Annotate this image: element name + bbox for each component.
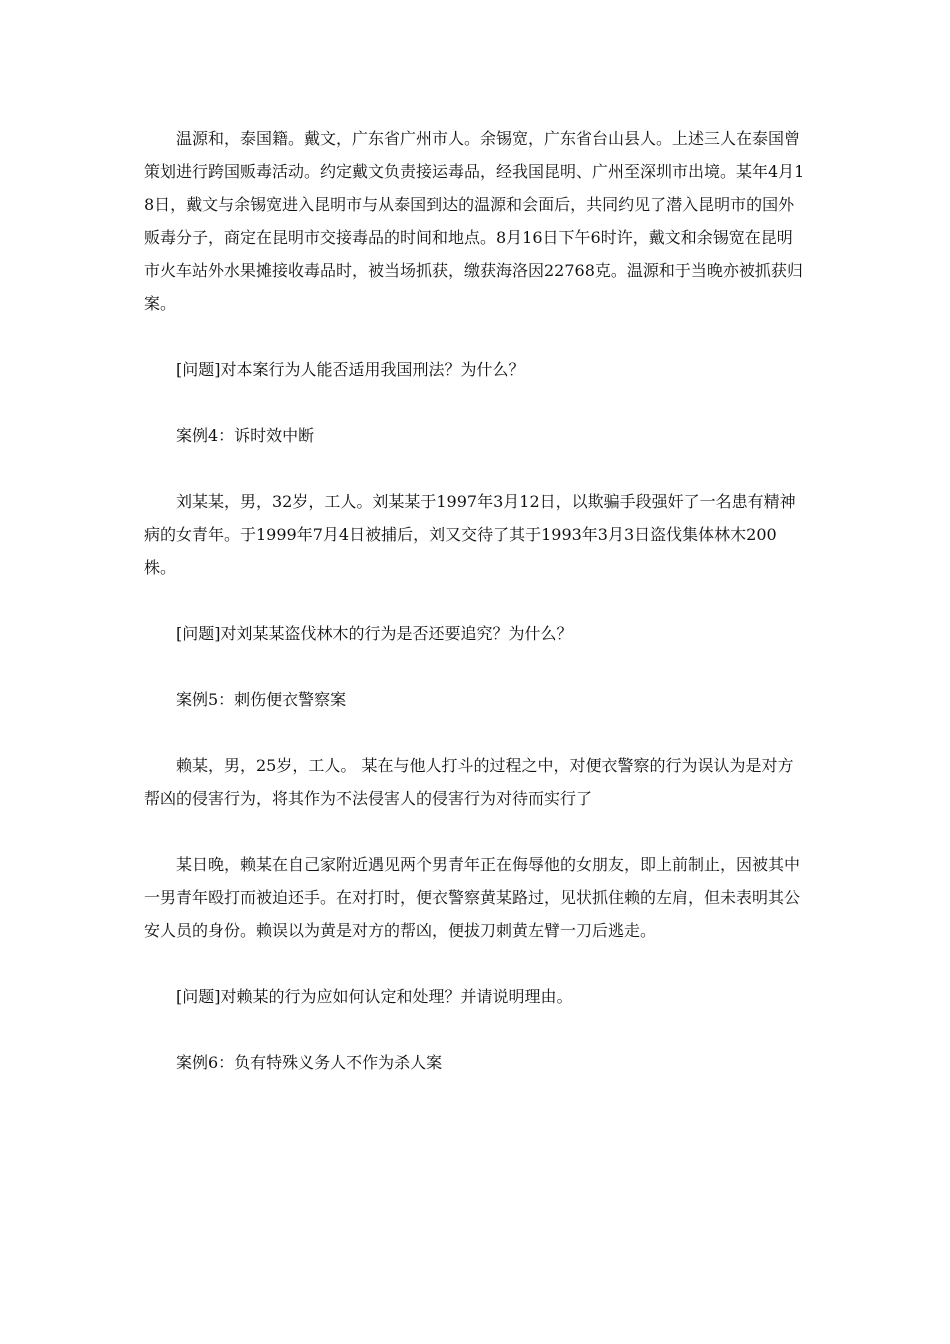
case-5-heading: 案例5：刺伤便衣警察案 [176,690,347,709]
document-body [144,122,808,1079]
paragraph-spacer [144,815,808,848]
paragraph-spacer [144,947,808,980]
question-case-5: [问题]对赖某的行为应如何认定和处理？并请说明理由。 [176,987,573,1006]
case-4-facts-paragraph: 刘某某，男，32岁，工人。刘某某于1997年3月12日，以欺骗手段强奸了一名患有精神病的女青年。于1999年7月4日被捕后，刘又交待了其于1993年3月3日盗伐集体林木200株。 [144,492,796,577]
case-6-heading: 案例6：负有特殊义务人不作为杀人案 [176,1053,443,1072]
case-4-heading: 案例4：诉时效中断 [176,426,315,445]
question-jurisdiction: [问题]对本案行为人能否适用我国刑法？为什么？ [176,360,525,379]
case-paragraph-cross-border-drug-trafficking: 温源和，泰国籍。戴文，广东省广州市人。余锡宽，广东省台山县人。上述三人在泰国曾策划进行跨国贩毒活动。约定戴文负责接运毒品，经我国昆明、广州至深圳市出境。某年4月18日，戴文与余锡宽进入昆明市与从泰国到达的温源和会面后，共同约见了潜入昆明市的国外贩毒分子，商定在昆明市交接毒品的时间和地点。8月16日下午6时许，戴文和余锡宽在昆明市火车站外水果摊接收毒品时，被当场抓获，缴获海洛因22768克。温源和于当晚亦被抓获归案。 [144,129,805,313]
question-statute-of-limitations: [问题]对刘某某盗伐林木的行为是否还要追究？为什么？ [176,624,573,643]
case-5-summary-paragraph: 赖某，男，25岁，工人。 某在与他人打斗的过程之中，对便衣警察的行为误认为是对方帮凶的侵害行为，将其作为不法侵害人的侵害行为对待而实行了 [144,756,794,808]
paragraph-spacer [144,584,808,617]
case-5-facts-paragraph: 某日晚，赖某在自己家附近遇见两个男青年正在侮辱他的女朋友，即上前制止，因被其中一男青年殴打而被迫还手。在对打时，便衣警察黄某路过，见状抓住赖的左肩，但未表明其公安人员的身份。赖误以为黄是对方的帮凶，便拔刀刺黄左臂一刀后逃走。 [144,855,801,940]
paragraph-spacer [144,320,808,353]
